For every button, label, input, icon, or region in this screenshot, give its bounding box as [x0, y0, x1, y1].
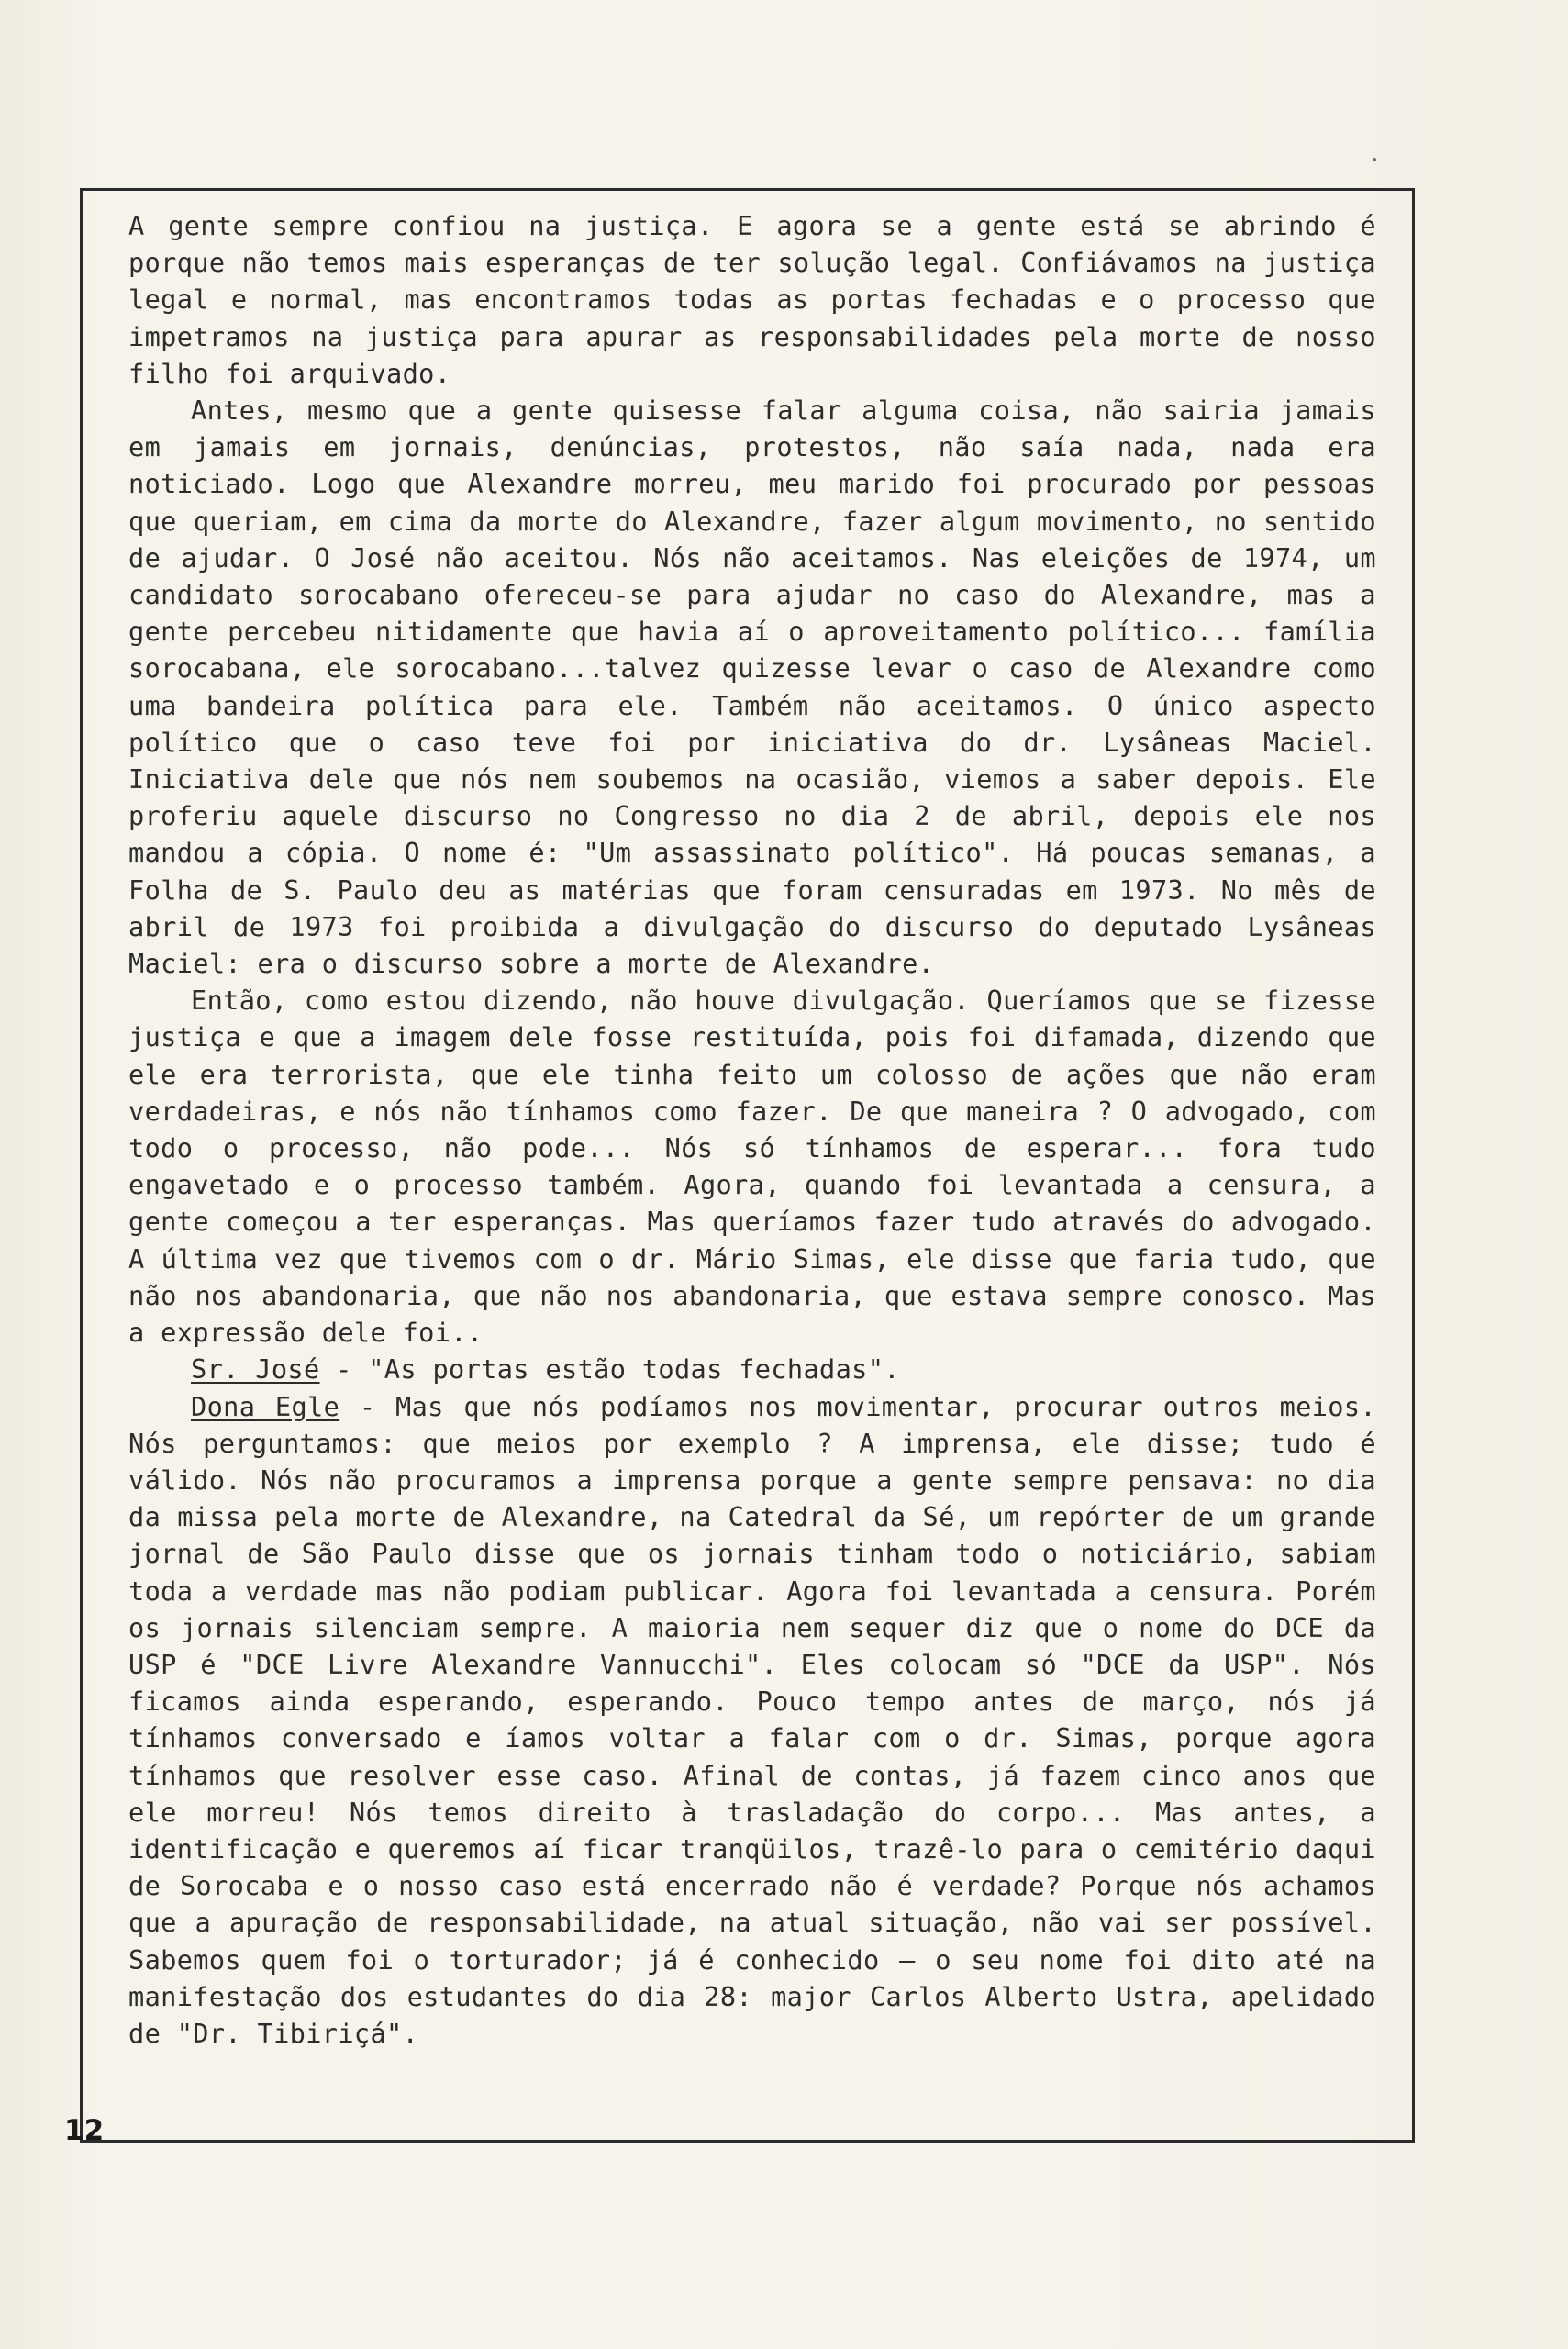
speaker-label: Dona Egle: [191, 1390, 340, 1422]
text-frame: [80, 188, 1415, 2143]
paragraph-1: A gente sempre confiou na justiça. E agora se a gente está se abrindo é porque não temos mais esperanças de ter solução legal. Confiávamos na justiça legal e normal, mas encontramos todas as portas fechadas e o processo que impetramos na justiça para apurar as responsabilidades pela morte de nosso filho foi arquivado.: [128, 210, 1376, 389]
paper-speck: [1373, 158, 1376, 161]
paragraph-2: Antes, mesmo que a gente quisesse falar alguma coisa, não sairia jamais em jamais em jornais, denúncias, protestos, não saía nada, nada era noticiado. Logo que Alexandre morreu, meu marido foi procurado por pessoas que queriam, em cima da morte do Alexandre, fazer algum movimento, no sentido de ajudar. O José não aceitou. Nós não aceitamos. Nas eleições de 1974, um candidato sorocabano ofereceu-se para ajudar no caso do Alexandre, mas a gente percebeu nitidamente que havia aí o aproveitamento político... família sorocabana, ele sorocabano...talvez quizesse levar o caso de Alexandre como uma bandeira política para ele. Também não aceitamos. O único aspecto político que o caso teve foi por iniciativa do dr. Lysâneas Maciel. Iniciativa dele que nós nem soubemos na ocasião, viemos a saber depois. Ele proferiu aquele discurso no Congresso no dia 2 de abril, depois ele nos mandou a cópia. O nome é: "Um assassinato político". Há poucas semanas, a Folha de S. Paulo deu as matérias que foram censuradas em 1973. No mês de abril de 1973 foi proibida a divulgação do discurso do deputado Lysâneas Maciel: era o discurso sobre a morte de Alexandre.: [128, 395, 1376, 980]
body-text: [128, 207, 1376, 2052]
paragraph-3: Então, como estou dizendo, não houve divulgação. Queríamos que se fizesse justiça e que a imagem dele fosse restituída, pois foi difamada, dizendo que ele era terrorista, que ele tinha feito um colosso de ações que não eram verdadeiras, e nós não tínhamos como fazer. De que maneira ? O advogado, com todo o processo, não pode... Nós só tínhamos de esperar... fora tudo engavetado e o processo também. Agora, quando foi levantada a censura, a gente começou a ter esperanças. Mas queríamos fazer tudo através do advogado. A última vez que tivemos com o dr. Mário Simas, ele disse que faria tudo, que não nos abandonaria, que não nos abandonaria, que estava sempre conosco. Mas a expressão dele foi..: [128, 985, 1376, 1349]
paragraph-5: [128, 1388, 1376, 2053]
speaker-label: Sr. José: [191, 1353, 320, 1386]
speech-text: - Mas que nós podíamos nos movimentar, procurar outros meios. Nós perguntamos: que meios por exemplo ? A imprensa, ele disse; tudo é válido. Nós não procuramos a imprensa porque a gente sempre pensava: no dia da missa pela morte de Alexandre, na Catedral da Sé, um repórter de um grande jornal de São Paulo disse que os jornais tinham todo o noticiário, sabiam toda a verdade mas não podiam publicar. Agora foi levantada a censura. Porém os jornais silenciam sempre. A maioria nem sequer diz que o nome do DCE da USP é "DCE Livre Alexandre Vannucchi". Eles colocam só "DCE da USP". Nós ficamos ainda esperando, esperando. Pouco tempo antes de março, nós já tínhamos conversado e íamos voltar a falar com o dr. Simas, porque agora tínhamos que resolver esse caso. Afinal de contas, já fazem cinco anos que ele morreu! Nós temos direito à trasladação do corpo... Mas antes, a identificação e queremos aí ficar tranqüilos, trazê-lo para o cemitério daqui de Sorocaba e o nosso caso está encerrado não é verdade? Porque nós achamos que a apuração de responsabilidade, na atual situação, não vai ser possível. Sabemos quem foi o torturador; já é conhecido — o seu nome foi dito até na manifestação dos estudantes do dia 28: major Carlos Alberto Ustra, apelidado de "Dr. Tibiriçá".: [128, 1390, 1376, 2049]
speech-text: - "As portas estão todas fechadas".: [319, 1353, 900, 1386]
page-number: 12: [64, 2114, 105, 2147]
paragraph-4: [128, 1351, 1376, 1387]
